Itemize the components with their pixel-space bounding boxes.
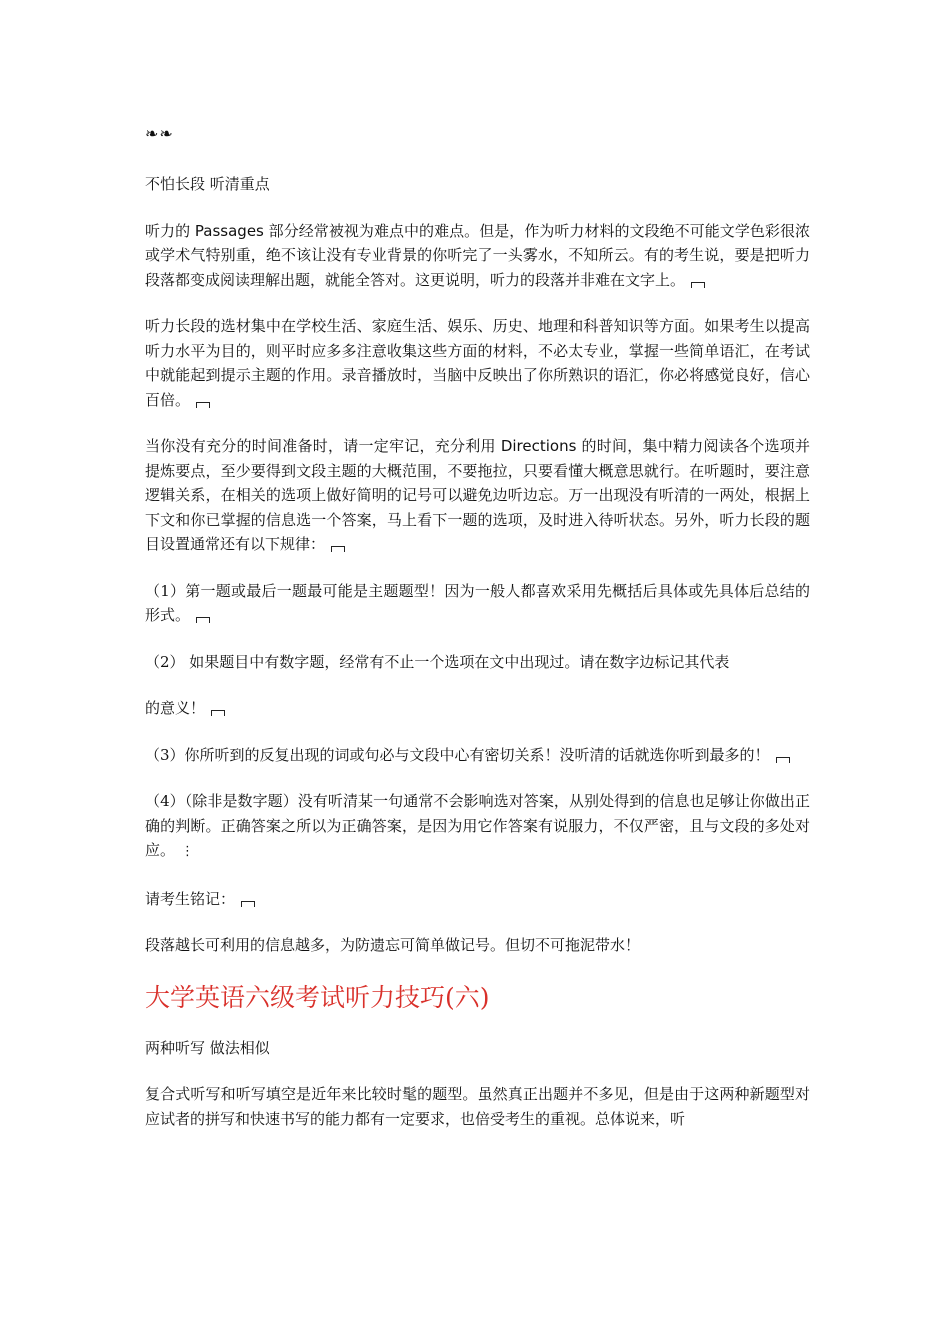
- rule-item-1: （1）第一题或最后一题最可能是主题题型！因为一般人都喜欢采用先概括后具体或先具体后总结的形式。: [145, 581, 810, 624]
- vertical-dots-icon: ⋮: [181, 844, 195, 859]
- rule-item-2-continued: 的意义！: [145, 696, 810, 721]
- reminder-label: 请考生铭记：: [145, 887, 810, 912]
- paragraph-directions: 当你没有充分的时间准备时，请一定牢记，充分利用 Directions 的时间，集中精力阅读各个选项并提炼要点，至少要得到文段主题的大概范围，不要拖拉，只要看懂大概意思就行。在听题时，要注意逻辑关系，在相关的选项上做好简明的记号可以避免边听边忘。万一出现没有听清的一两处，根据上下文和你已掌握的信息选一个答案，马上看下一题的选项，及时进入待听状态。另外，听力长段的题目设置通常还有以下规律：: [145, 437, 810, 553]
- ornament-icon: ❧❧: [145, 124, 174, 143]
- paragraph-mark-icon: [691, 282, 705, 288]
- paragraph-passages: 听力的 Passages 部分经常被视为难点中的难点。但是，作为听力材料的文段绝不可能文学色彩很浓或学术气特别重，绝不该让没有专业背景的你听完了一头雾水，不知所云。有的考生说，要是把听力段落都变成阅读理解出题，就能全答对。这更说明，听力的段落并非难在文字上。: [145, 221, 810, 289]
- paragraph-topics: 听力长段的选材集中在学校生活、家庭生活、娱乐、历史、地理和科普知识等方面。如果考生以提高听力水平为目的，则平时应多多注意收集这些方面的材料，不必太专业，掌握一些简单语汇，在考试中就能起到提示主题的作用。录音播放时，当脑中反映出了你所熟识的语汇，你必将感觉良好，信心百倍。: [145, 317, 810, 409]
- paragraph-mark-icon: [196, 617, 210, 623]
- section-title: 大学英语六级考试听力技巧(六): [145, 982, 490, 1012]
- paragraph-mark-icon: [776, 757, 790, 763]
- rule-item-3: （3）你所听到的反复出现的词或句必与文段中心有密切关系！没听清的话就选你听到最多的！: [145, 743, 810, 768]
- paragraph-dictation: 复合式听写和听写填空是近年来比较时髦的题型。虽然真正出题并不多见，但是由于这两种新题型对应试者的拼写和快速书写的能力都有一定要求，也倍受考生的重视。总体说来，听: [145, 1085, 810, 1128]
- section-heading-dictation: 两种听写 做法相似: [145, 1038, 270, 1057]
- paragraph-mark-icon: [241, 901, 255, 907]
- paragraph-mark-icon: [331, 546, 345, 552]
- reminder-text: 段落越长可利用的信息越多，为防遗忘可简单做记号。但切不可拖泥带水！: [145, 936, 641, 954]
- document-page: [145, 122, 810, 1153]
- paragraph-mark-icon: [211, 710, 225, 716]
- section-heading: 不怕长段 听清重点: [145, 175, 270, 193]
- paragraph-mark-icon: [196, 402, 210, 408]
- rule-item-2: （2） 如果题目中有数字题，经常有不止一个选项在文中出现过。请在数字边标记其代表: [145, 652, 730, 671]
- rule-item-4: （4）（除非是数字题）没有听清某一句通常不会影响选对答案，从别处得到的信息也足够让你做出正确的判断。正确答案之所以为正确答案，是因为用它作答案有说服力，不仅严密，且与文段的多处对应。 ⋮: [145, 789, 810, 865]
